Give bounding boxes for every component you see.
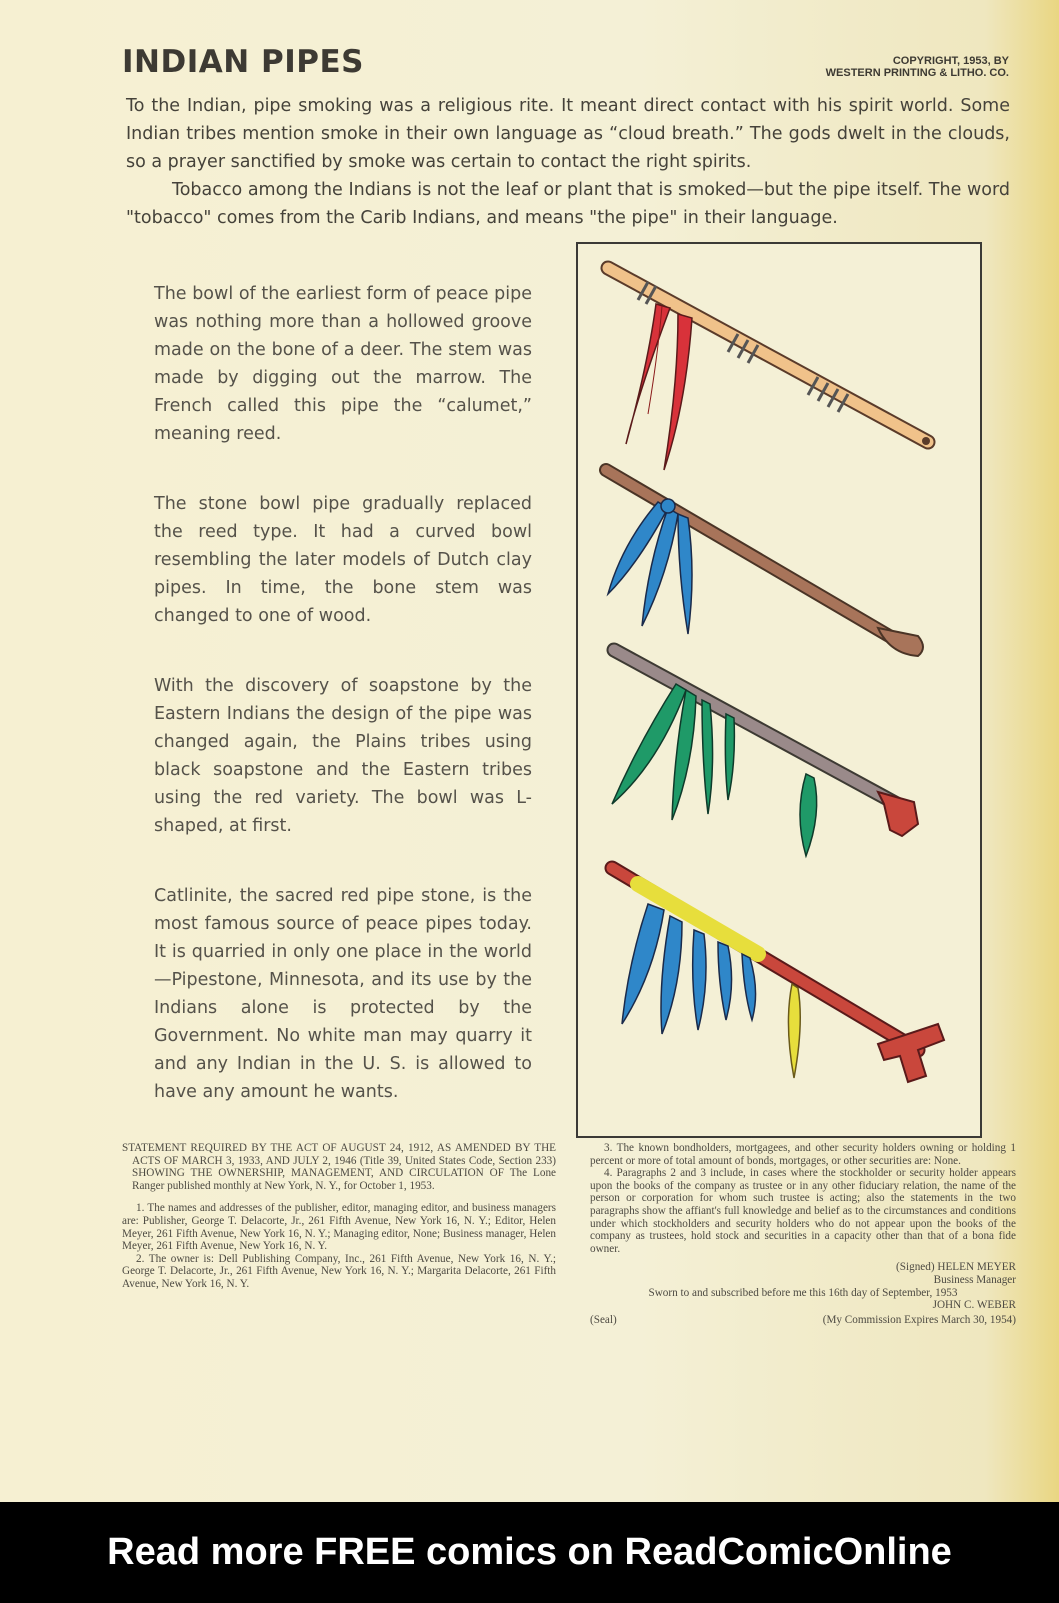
section-stone-bowl: The stone bowl pipe gradually replaced the reed type. It had a curved bowl resembling the later models of Dutch clay pipes. In time, the bone stem was changed to one of wood. [154,494,532,626]
sworn-line: Sworn to and subscribed before me this 16th day of September, 1953 [648,1286,958,1299]
seal-label: (Seal) [590,1313,617,1326]
copyright-notice [826,55,1009,79]
statement-paragraph-4: 4. Paragraphs 2 and 3 include, in cases where the stockholder or security holder appears upon the books of the company as trustee or in any other fiduciary relation, the name of the person or corporation for whom such trustee is acting; also the statements in the two paragraphs show the affiant's full knowledge and belief as to the circumstances and conditions under which stockholders and security holders who do not appear upon the books of the company as trustees, hold stock and securities in a capacity other than that of a bona fide owner. [590,1167,1016,1255]
soapstone-l-pipe [612,650,918,856]
copyright-line-2: WESTERN PRINTING & LITHO. CO. [825,67,1009,79]
section-catlinite: Catlinite, the sacred red pipe stone, is the most famous source of peace pipes today. It is quarried in only one place in the world—Pipestone, Minnesota, and its use by the Indians alone is protected by the Government. No white man may quarry it and any Indian in the U. S. is allowed to have any amount he wants. [154,886,532,1102]
catlinite-t-pipe [612,868,944,1082]
statement-heading: STATEMENT REQUIRED BY THE ACT OF AUGUST 24, 1912, AS AMENDED BY THE ACTS OF MARCH 3, 1933, AND JULY 2, 1946 (Title 39, United States Code, Section 233) SHOWING THE OWNERSHIP, MANAGEMENT, AND CIRCULATION OF The Lone Ranger published monthly at New York, N. Y., for October 1, 1953. [122,1142,556,1192]
intro-paragraph-1: To the Indian, pipe smoking was a religious rite. It meant direct contact with his spirit world. Some Indian tribes mention smoke in their own language as “cloud breath.” The gods dwelt in the clouds, so a prayer sanctified by smoke was certain to contact the right spirits. [126,96,1010,172]
signature-role: Business Manager [933,1273,1016,1286]
curved-bowl-pipe [606,470,923,656]
intro-text [126,92,1010,232]
intro-paragraph-2: Tobacco among the Indians is not the leaf or plant that is smoked—but the pipe itself. The word "tobacco" comes from the Carib Indians, and means "the pipe" in their language. [126,180,1010,228]
statement-paragraph-3: 3. The known bondholders, mortgagees, and other security holders owning or holding 1 percent or more of total amount of bonds, mortgages, or other securities are: None. [590,1142,1016,1167]
section-soapstone: With the discovery of soapstone by the Eastern Indians the design of the pipe was changed again, the Plains tribes using black soapstone and the Eastern tribes using the red variety. The bowl was L-shaped, at first. [154,676,532,836]
pipes-illustration [576,242,982,1138]
section-calumet: The bowl of the earliest form of peace pipe was nothing more than a hollowed groove made on the bone of a deer. The stem was made by digging out the marrow. The French called this pipe the “calumet,” meaning reed. [154,284,532,444]
promo-banner-text[interactable]: Read more FREE comics on ReadComicOnline [107,1531,952,1573]
bone-calumet-pipe [608,268,930,470]
notary-name: JOHN C. WEBER [932,1299,1016,1312]
statement-paragraph-2: 2. The owner is: Dell Publishing Company, Inc., 261 Fifth Avenue, New York 16, N. Y.; George T. Delacorte, Jr., 261 Fifth Avenue, New York 16, N. Y.; Margarita Delacorte, 261 Fifth Avenue, New York 16, N. Y. [122,1252,556,1290]
signature-name: (Signed) HELEN MEYER [896,1261,1016,1274]
seal-row [590,1314,1016,1327]
copyright-line-1: COPYRIGHT, 1953, BY [892,55,1009,67]
ownership-statement-left [122,1142,556,1291]
commission-expiry: (My Commission Expires March 30, 1954) [822,1313,1016,1326]
pipes-drawing [578,244,980,1136]
promo-banner[interactable] [0,1502,1059,1603]
page-title: INDIAN PIPES [122,44,364,80]
ownership-statement-right [590,1142,1016,1326]
statement-paragraph-1: 1. The names and addresses of the publisher, editor, managing editor, and business managers are: Publisher, George T. Delacorte, Jr., 261 Fifth Avenue, New York 16, N. Y.; Editor, Helen Meyer, 261 Fifth Avenue, New York 16, N. Y.; Managing editor, None; Business manager, Helen Meyer, 261 Fifth Avenue, New York 16, N. Y. [122,1202,556,1253]
